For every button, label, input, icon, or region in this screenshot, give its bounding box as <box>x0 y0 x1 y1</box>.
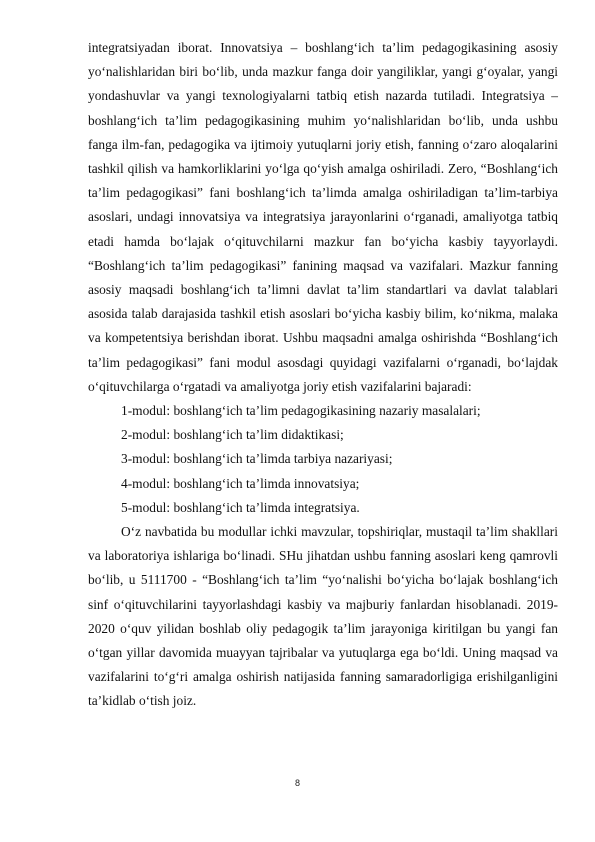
page-number: 8 <box>294 778 300 788</box>
document-page <box>88 36 558 714</box>
body-paragraph-2: O‘z navbatida bu modullar ichki mavzular, topshiriqlar, mustaqil ta’lim shakllari va laboratoriya ishlariga bo‘linadi. SHu jihatdan ushbu fanning asoslari keng qamrovli bo‘lib, u 5111700 - “Boshlang‘ich ta’lim “yo‘nalishi bo‘yicha bo‘lajak boshlang‘ich sinf o‘qituvchilarini tayyorlashdagi kasbiy va majburiy fanlardan hisoblanadi. 2019-2020 o‘quv yilidan boshlab oliy pedagogik ta’lim jarayoniga kiritilgan bu yangi fan o‘tgan yillar davomida muayyan tajribalar va yutuqlarga ega bo‘ldi. Uning maqsad va vazifalarini to‘g‘ri amalga oshirish natijasida fanning samaradorligiga erishilganligini ta’kidlab o‘tish joiz. <box>88 524 558 709</box>
module-item-2: 2-modul: boshlang‘ich ta’lim didaktikasi; <box>121 427 344 443</box>
module-item-5: 5-modul: boshlang‘ich ta’limda integratsiya. <box>121 499 360 515</box>
module-item-1: 1-modul: boshlang‘ich ta’lim pedagogikasining nazariy masalalari; <box>121 403 481 419</box>
module-item-3: 3-modul: boshlang‘ich ta’limda tarbiya nazariyasi; <box>121 451 393 467</box>
module-list <box>88 399 558 520</box>
body-paragraph-1: integratsiyadan iborat. Innovatsiya – boshlang‘ich ta’lim pedagogikasining asosiy yo‘nalishlaridan biri bo‘lib, unda mazkur fanga doir yangiliklar, yangi g‘oyalar, yangi yondashuvlar va yangi texnologiyalarni tatbiq etish nazarda tutiladi. Integratsiya – boshlang‘ich ta’lim pedagogikasining muhim yo‘nalishlaridan bo‘lib, unda ushbu fanga ilm-fan, pedagogika va ijtimoiy yutuqlarni joriy etish, fanning o‘zaro aloqalarini tashkil qilish va hamkorliklarini yo‘lga qo‘yish amalga oshiriladi. Zero, “Boshlang‘ich ta’lim pedagogikasi” fani boshlang‘ich ta’limda amalga oshiriladigan ta’lim-tarbiya asoslari, undagi innovatsiya va integratsiya jarayonlarini o‘rganadi, amaliyotga tatbiq etadi hamda bo‘lajak o‘qituvchilarni mazkur fan bo‘yicha kasbiy tayyorlaydi. “Boshlang‘ich ta’lim pedagogikasi” fanining maqsad va vazifalari. Mazkur fanning asosiy maqsadi boshlang‘ich ta’limni davlat ta’lim standartlari va davlat talablari asosida talab darajasida tashkil etish asoslari bo‘yicha kasbiy bilim, ko‘nikma, malaka va kompetentsiya berishdan iborat. Ushbu maqsadni amalga oshirishda “Boshlang‘ich ta’lim pedagogikasi” fani modul asosdagi quyidagi vazifalarni o‘rganadi, bo‘lajdak o‘qituvchilarga o‘rgatadi va amaliyotga joriy etish vazifalarini bajaradi: <box>88 40 558 394</box>
module-item-4: 4-modul: boshlang‘ich ta’limda innovatsiya; <box>121 475 360 491</box>
